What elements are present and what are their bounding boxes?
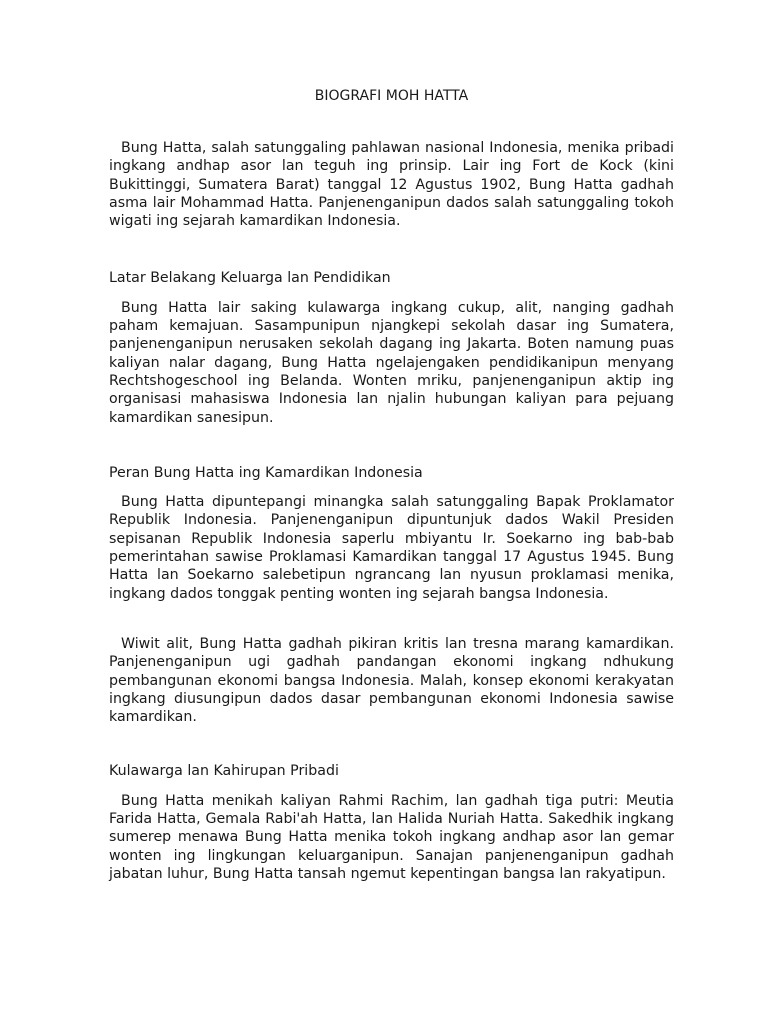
document-page <box>109 86 674 883</box>
section-paragraph-family-life: Bung Hatta menikah kaliyan Rahmi Rachim, lan gadhah tiga putri: Meutia Farida Hatta, Gemala Rabi'ah Hatta, lan Halida Nuriah Hatta. Sakedhik ingkang sumerep menawa Bung Hatta menika tokoh ingkang andhap asor lan gemar wonten ing lingkungan keluarganipun. Sanajan panjenenganipun gadhah jabatan luhur, Bung Hatta tansah ngemut kepentingan bangsa lan rakyatipun. <box>109 792 674 882</box>
section-heading-background-education: Latar Belakang Keluarga lan Pendidikan <box>109 270 391 287</box>
section-paragraph-role-independence-2: Wiwit alit, Bung Hatta gadhah pikiran kritis lan tresna marang kamardikan. Panjenenganipun ugi gadhah pandangan ekonomi ingkang ndhukung pembangunan ekonomi bangsa Indonesia. Malah, konsep ekonomi kerakyatan ingkang diusungipun dados dasar pembangunan ekonomi Indonesia sawise kamardikan. <box>109 635 674 726</box>
document-title: BIOGRAFI MOH HATTA <box>314 88 469 104</box>
section-heading-family-life: Kulawarga lan Kahirupan Pribadi <box>109 763 339 780</box>
section-heading-role-independence: Peran Bung Hatta ing Kamardikan Indonesia <box>109 464 423 481</box>
intro-paragraph: Bung Hatta, salah satunggaling pahlawan nasional Indonesia, menika pribadi ingkang andhap asor lan teguh ing prinsip. Lair ing Fort de Kock (kini Bukittinggi, Sumatera Barat) tanggal 12 Agustus 1902, Bung Hatta gadhah asma lair Mohammad Hatta. Panjenenganipun dados salah satunggaling tokoh wigati ing sejarah kamardikan Indonesia. <box>109 140 674 230</box>
section-paragraph-background-education: Bung Hatta lair saking kulawarga ingkang cukup, alit, nanging gadhah paham kemajuan. Sasampunipun njangkepi sekolah dasar ing Sumatera, panjenenganipun nerusaken sekolah dagang ing Jakarta. Boten namung puas kaliyan nalar dagang, Bung Hatta ngelajengaken pendidikanipun menyang Rechtshogeschool ing Belanda. Wonten mriku, panjenenganipun aktip ing organisasi mahasiswa Indonesia lan njalin hubungan kaliyan para pejuang kamardikan sanesipun. <box>109 299 674 426</box>
section-paragraph-role-independence-1: Bung Hatta dipuntepangi minangka salah satunggaling Bapak Proklamator Republik Indonesia. Panjenenganipun dipuntunjuk dados Wakil Presiden sepisanan Republik Indonesia saperlu mbiyantu Ir. Soekarno ing bab-bab pemerintahan sawise Proklamasi Kamardikan tanggal 17 Agustus 1945. Bung Hatta lan Soekarno salebetipun ngrancang lan nyusun proklamasi menika, ingkang dados tonggak penting wonten ing sejarah bangsa Indonesia. <box>109 494 674 602</box>
